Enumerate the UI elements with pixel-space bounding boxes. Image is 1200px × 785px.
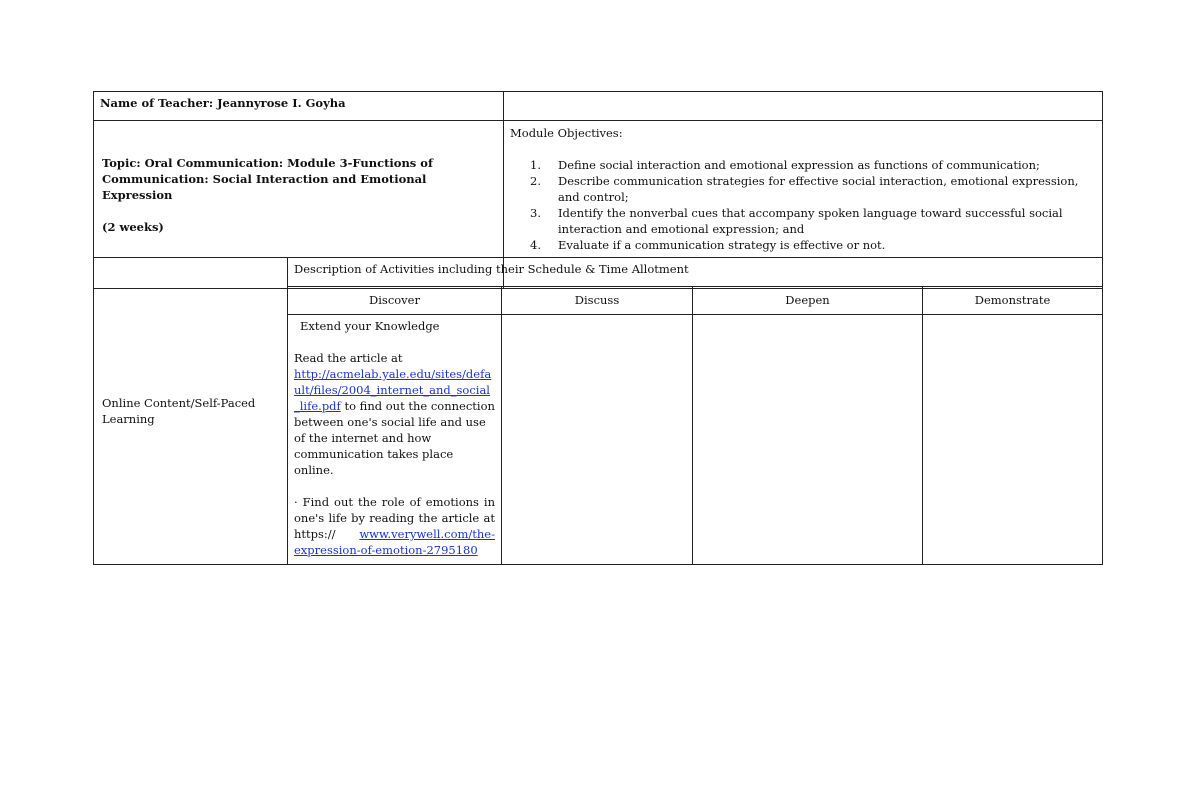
discover-read-paragraph: Read the article at http://acmelab.yale.edu/sites/default/files/2004_internet_and_social_life.pdf to find out the connection between one's social life and use of the internet and how communication takes place online. — [294, 351, 495, 477]
article-link-expression-of-emotion[interactable]: www.verywell.com/the-expression-of-emotion-2795180 — [294, 527, 495, 557]
empty-header-cell — [504, 92, 1103, 121]
discover-emotion-paragraph: · Find out the role of emotions in one's life by reading the article at https:// www.verywell.com/the-expression-of-emotion-2795180 — [294, 495, 495, 557]
deepen-cell — [693, 315, 923, 565]
objectives-list — [510, 157, 1094, 253]
objective-item: 4. Evaluate if a communication strategy is effective or not. — [530, 238, 886, 252]
discover-cell — [288, 315, 502, 565]
column-header-discover: Discover — [288, 287, 502, 315]
column-header-deepen: Deepen — [693, 287, 923, 315]
activities-description: Description of Activities including their Schedule & Time Allotment — [288, 258, 1103, 287]
demonstrate-cell — [923, 315, 1103, 565]
objective-item: 2. Describe communication strategies for effective social interaction, emotional expression, and control; — [530, 174, 1079, 204]
article-link-internet-social-life[interactable]: http://acmelab.yale.edu/sites/default/files/2004_internet_and_social_life.pdf — [294, 367, 492, 413]
topic-duration: (2 weeks) — [102, 220, 164, 234]
row-label-online-content: Online Content/Self-Paced Learning — [94, 258, 288, 565]
discuss-cell — [502, 315, 693, 565]
objective-item: 1. Define social interaction and emotional expression as functions of communication; — [530, 158, 1040, 172]
objectives-title: Module Objectives: — [510, 126, 623, 140]
objective-item: 3. Identify the nonverbal cues that accompany spoken language toward successful social interaction and emotional expression; and — [530, 206, 1063, 236]
column-header-demonstrate: Demonstrate — [923, 287, 1103, 315]
topic-title: Topic: Oral Communication: Module 3-Functions of Communication: Social Interaction and Emotional Expression — [102, 156, 433, 202]
column-header-discuss: Discuss — [502, 287, 693, 315]
activities-table — [93, 257, 1103, 565]
discover-heading: Extend your Knowledge — [300, 319, 440, 333]
teacher-name: Name of Teacher: Jeannyrose I. Goyha — [94, 92, 504, 121]
